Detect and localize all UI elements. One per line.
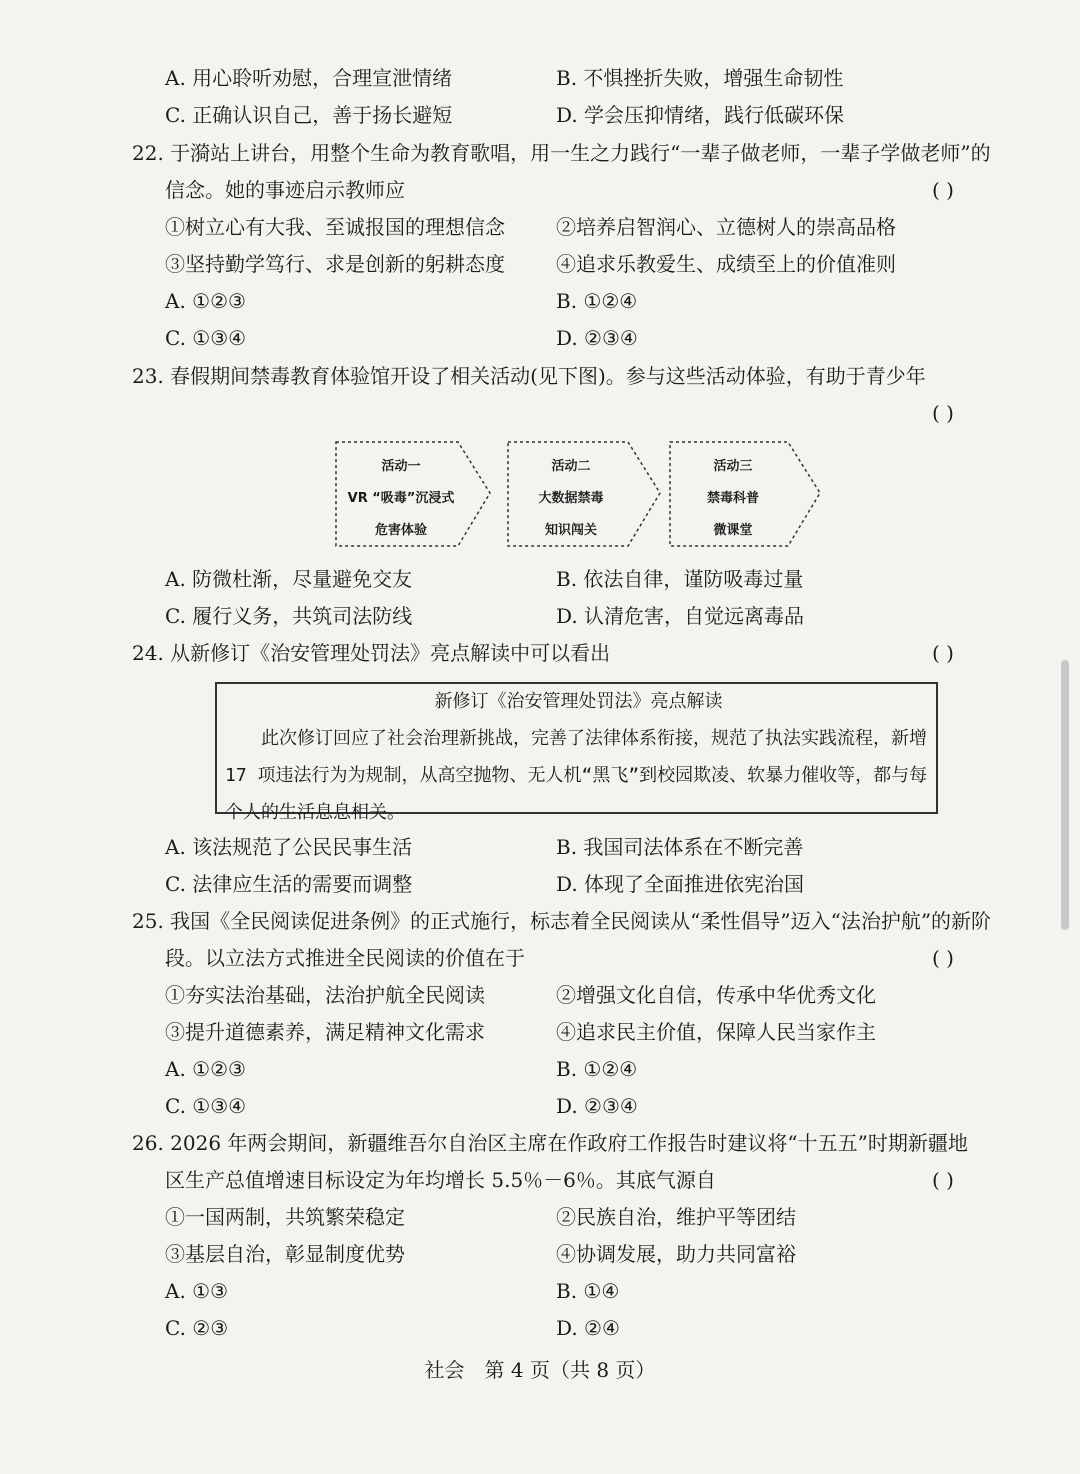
q22-option-a: A. ①②③ (165, 289, 246, 313)
q23-option-d: D. 认清危害，自觉远离毒品 (556, 604, 805, 628)
q25-option-b: B. ①②④ (556, 1057, 638, 1081)
law-highlight-body: 此次修订回应了社会治理新挑战，完善了法律体系衔接，规范了执法实践流程，新增 17 项违法行为为规制，从高空抛物、无人机“黑飞”到校园欺凌、软暴力催收等，都与每个人的生活息息相关。 (225, 728, 928, 823)
q25-statement-2: ②增强文化自信，传承中华优秀文化 (556, 983, 876, 1007)
q22-statement-2: ②培养启智润心、立德树人的崇高品格 (556, 215, 896, 239)
q25-statement-3: ③提升道德素养，满足精神文化需求 (165, 1020, 485, 1044)
activity-2-line3: 知识闯关 (544, 523, 597, 538)
q24-option-d: D. 体现了全面推进依宪治国 (556, 872, 805, 896)
q21-option-c: C. 正确认识自己，善于扬长避短 (165, 103, 453, 127)
q26-statement-2: ②民族自治，维护平等团结 (556, 1205, 796, 1229)
q24-answer-paren: ( ) (932, 641, 954, 665)
q25-answer-paren: ( ) (932, 946, 954, 970)
q22-statement-3: ③坚持勤学笃行、求是创新的躬耕态度 (165, 252, 505, 276)
q21-option-b: B. 不惧挫折失败，增强生命韧性 (556, 66, 844, 90)
q22-answer-paren: ( ) (932, 178, 954, 202)
q23-stem-line1: 23. 春假期间禁毒教育体验馆开设了相关活动(见下图)。参与这些活动体验，有助于青少年 (132, 364, 926, 388)
q22-statement-4: ④追求乐教爱生、成绩至上的价值准则 (556, 252, 896, 276)
q23-option-c: C. 履行义务，共筑司法防线 (165, 604, 413, 628)
activity-1-title: 活动一 (381, 459, 421, 474)
q26-statement-1: ①一国两制，共筑繁荣稳定 (165, 1205, 405, 1229)
q25-option-c: C. ①③④ (165, 1094, 247, 1118)
page-footer: 社会 第 4 页（共 8 页） (424, 1358, 656, 1382)
q22-statement-1: ①树立心有大我、至诚报国的理想信念 (165, 215, 505, 239)
activity-2-title: 活动二 (551, 459, 591, 474)
q22-option-b: B. ①②④ (556, 289, 638, 313)
q24-option-b: B. 我国司法体系在不断完善 (556, 835, 804, 859)
q26-statement-4: ④协调发展，助力共同富裕 (556, 1242, 796, 1266)
q24-stem-line1: 24. 从新修订《治安管理处罚法》亮点解读中可以看出 (132, 641, 611, 665)
q23-answer-paren: ( ) (932, 401, 954, 425)
q26-stem-line1: 26. 2026 年两会期间，新疆维吾尔自治区主席在作政府工作报告时建议将“十五五”时期新疆地 (132, 1131, 968, 1155)
q26-option-d: D. ②④ (556, 1316, 620, 1340)
activity-flow-diagram (330, 436, 830, 554)
activity-2-line2: 大数据禁毒 (538, 491, 604, 506)
activity-1-line3: 危害体验 (374, 523, 427, 538)
activity-3-label (668, 458, 798, 540)
q26-stem-line2: 区生产总值增速目标设定为年均增长 5.5％－6％。其底气源自 (165, 1168, 716, 1192)
q22-stem-line2: 信念。她的事迹启示教师应 (165, 178, 405, 202)
q22-stem-line1: 22. 于漪站上讲台，用整个生命为教育歌唱，用一生之力践行“一辈子做老师，一辈子学做老师”的 (132, 141, 991, 165)
q26-option-a: A. ①③ (165, 1279, 229, 1303)
q23-option-b: B. 依法自律，谨防吸毒过量 (556, 567, 804, 591)
q25-option-d: D. ②③④ (556, 1094, 638, 1118)
q24-option-c: C. 法律应生活的需要而调整 (165, 872, 413, 896)
q21-option-d: D. 学会压抑情绪，践行低碳环保 (556, 103, 845, 127)
q25-stem-line1: 25. 我国《全民阅读促进条例》的正式施行，标志着全民阅读从“柔性倡导”迈入“法治护航”的新阶 (132, 909, 992, 933)
law-highlight-title: 新修订《治安管理处罚法》亮点解读 (434, 691, 723, 712)
q25-stem-line2: 段。以立法方式推进全民阅读的价值在于 (165, 946, 525, 970)
q26-option-b: B. ①④ (556, 1279, 620, 1303)
q22-option-c: C. ①③④ (165, 326, 247, 350)
q25-statement-4: ④追求民主价值，保障人民当家作主 (556, 1020, 876, 1044)
vertical-scrollbar[interactable] (1061, 660, 1069, 930)
q21-option-a: A. 用心聆听劝慰，合理宣泄情绪 (165, 66, 453, 90)
q26-option-c: C. ②③ (165, 1316, 229, 1340)
q23-option-a: A. 防微杜渐，尽量避免交友 (165, 567, 413, 591)
activity-3-title: 活动三 (713, 459, 753, 474)
activity-3-line2: 禁毒科普 (706, 491, 759, 506)
activity-1-line2: VR “吸毒”沉浸式 (347, 491, 455, 506)
activity-2-label (506, 458, 636, 540)
law-highlight-box (215, 682, 938, 823)
q24-option-a: A. 该法规范了公民民事生活 (165, 835, 413, 859)
q26-answer-paren: ( ) (932, 1168, 954, 1192)
q25-option-a: A. ①②③ (165, 1057, 246, 1081)
activity-1-label (336, 458, 466, 540)
q22-option-d: D. ②③④ (556, 326, 638, 350)
activity-3-line3: 微课堂 (713, 523, 753, 538)
q25-statement-1: ①夯实法治基础，法治护航全民阅读 (165, 983, 485, 1007)
q26-statement-3: ③基层自治，彰显制度优势 (165, 1242, 405, 1266)
